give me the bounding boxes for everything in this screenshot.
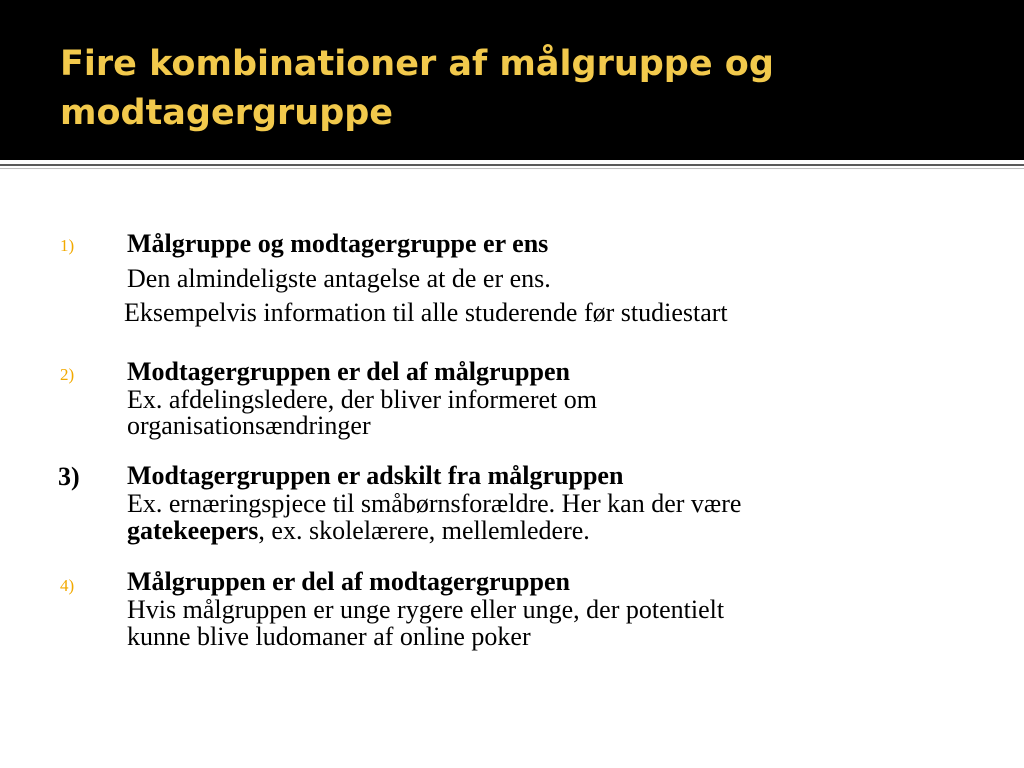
item-text-line: organisationsændringer — [127, 411, 371, 440]
item-number: 1) — [60, 236, 75, 255]
item-text-continuation: , ex. skolelærere, mellemledere. — [258, 516, 590, 545]
slide-title-line-2: modtagergruppe — [60, 93, 394, 133]
item-text-line: Den almindeligste antagelse at de er ens. — [127, 264, 551, 293]
item-number: 2) — [60, 365, 75, 384]
divider-line — [0, 164, 1024, 166]
item-heading: Målgruppen er del af modtagergruppen — [127, 567, 570, 596]
slide-title — [60, 40, 990, 138]
item-heading: Modtagergruppen er del af målgruppen — [127, 357, 570, 386]
divider-line-light — [0, 168, 1024, 169]
title-band — [0, 0, 1024, 160]
gatekeepers-term: gatekeepers — [127, 516, 259, 545]
slide-title-line-1: Fire kombinationer af målgruppe og — [60, 44, 774, 84]
item-number: 4) — [60, 576, 75, 595]
item-text-line: Ex. afdelingsledere, der bliver informeret om — [127, 385, 597, 414]
item-text-line: Eksempelvis information til alle studerende før studiestart — [124, 298, 728, 327]
item-text-line: kunne blive ludomaner af online poker — [127, 622, 531, 651]
item-text-line: Hvis målgruppen er unge rygere eller unge, der potentielt — [127, 595, 725, 624]
item-heading: Modtagergruppen er adskilt fra målgruppen — [127, 461, 624, 490]
item-text-line — [127, 517, 590, 544]
item-heading: Målgruppe og modtagergruppe er ens — [127, 229, 549, 258]
item-text-line: Ex. ernæringspjece til småbørnsforældre. Her kan der være — [127, 489, 742, 518]
item-number: 3) — [58, 462, 80, 491]
